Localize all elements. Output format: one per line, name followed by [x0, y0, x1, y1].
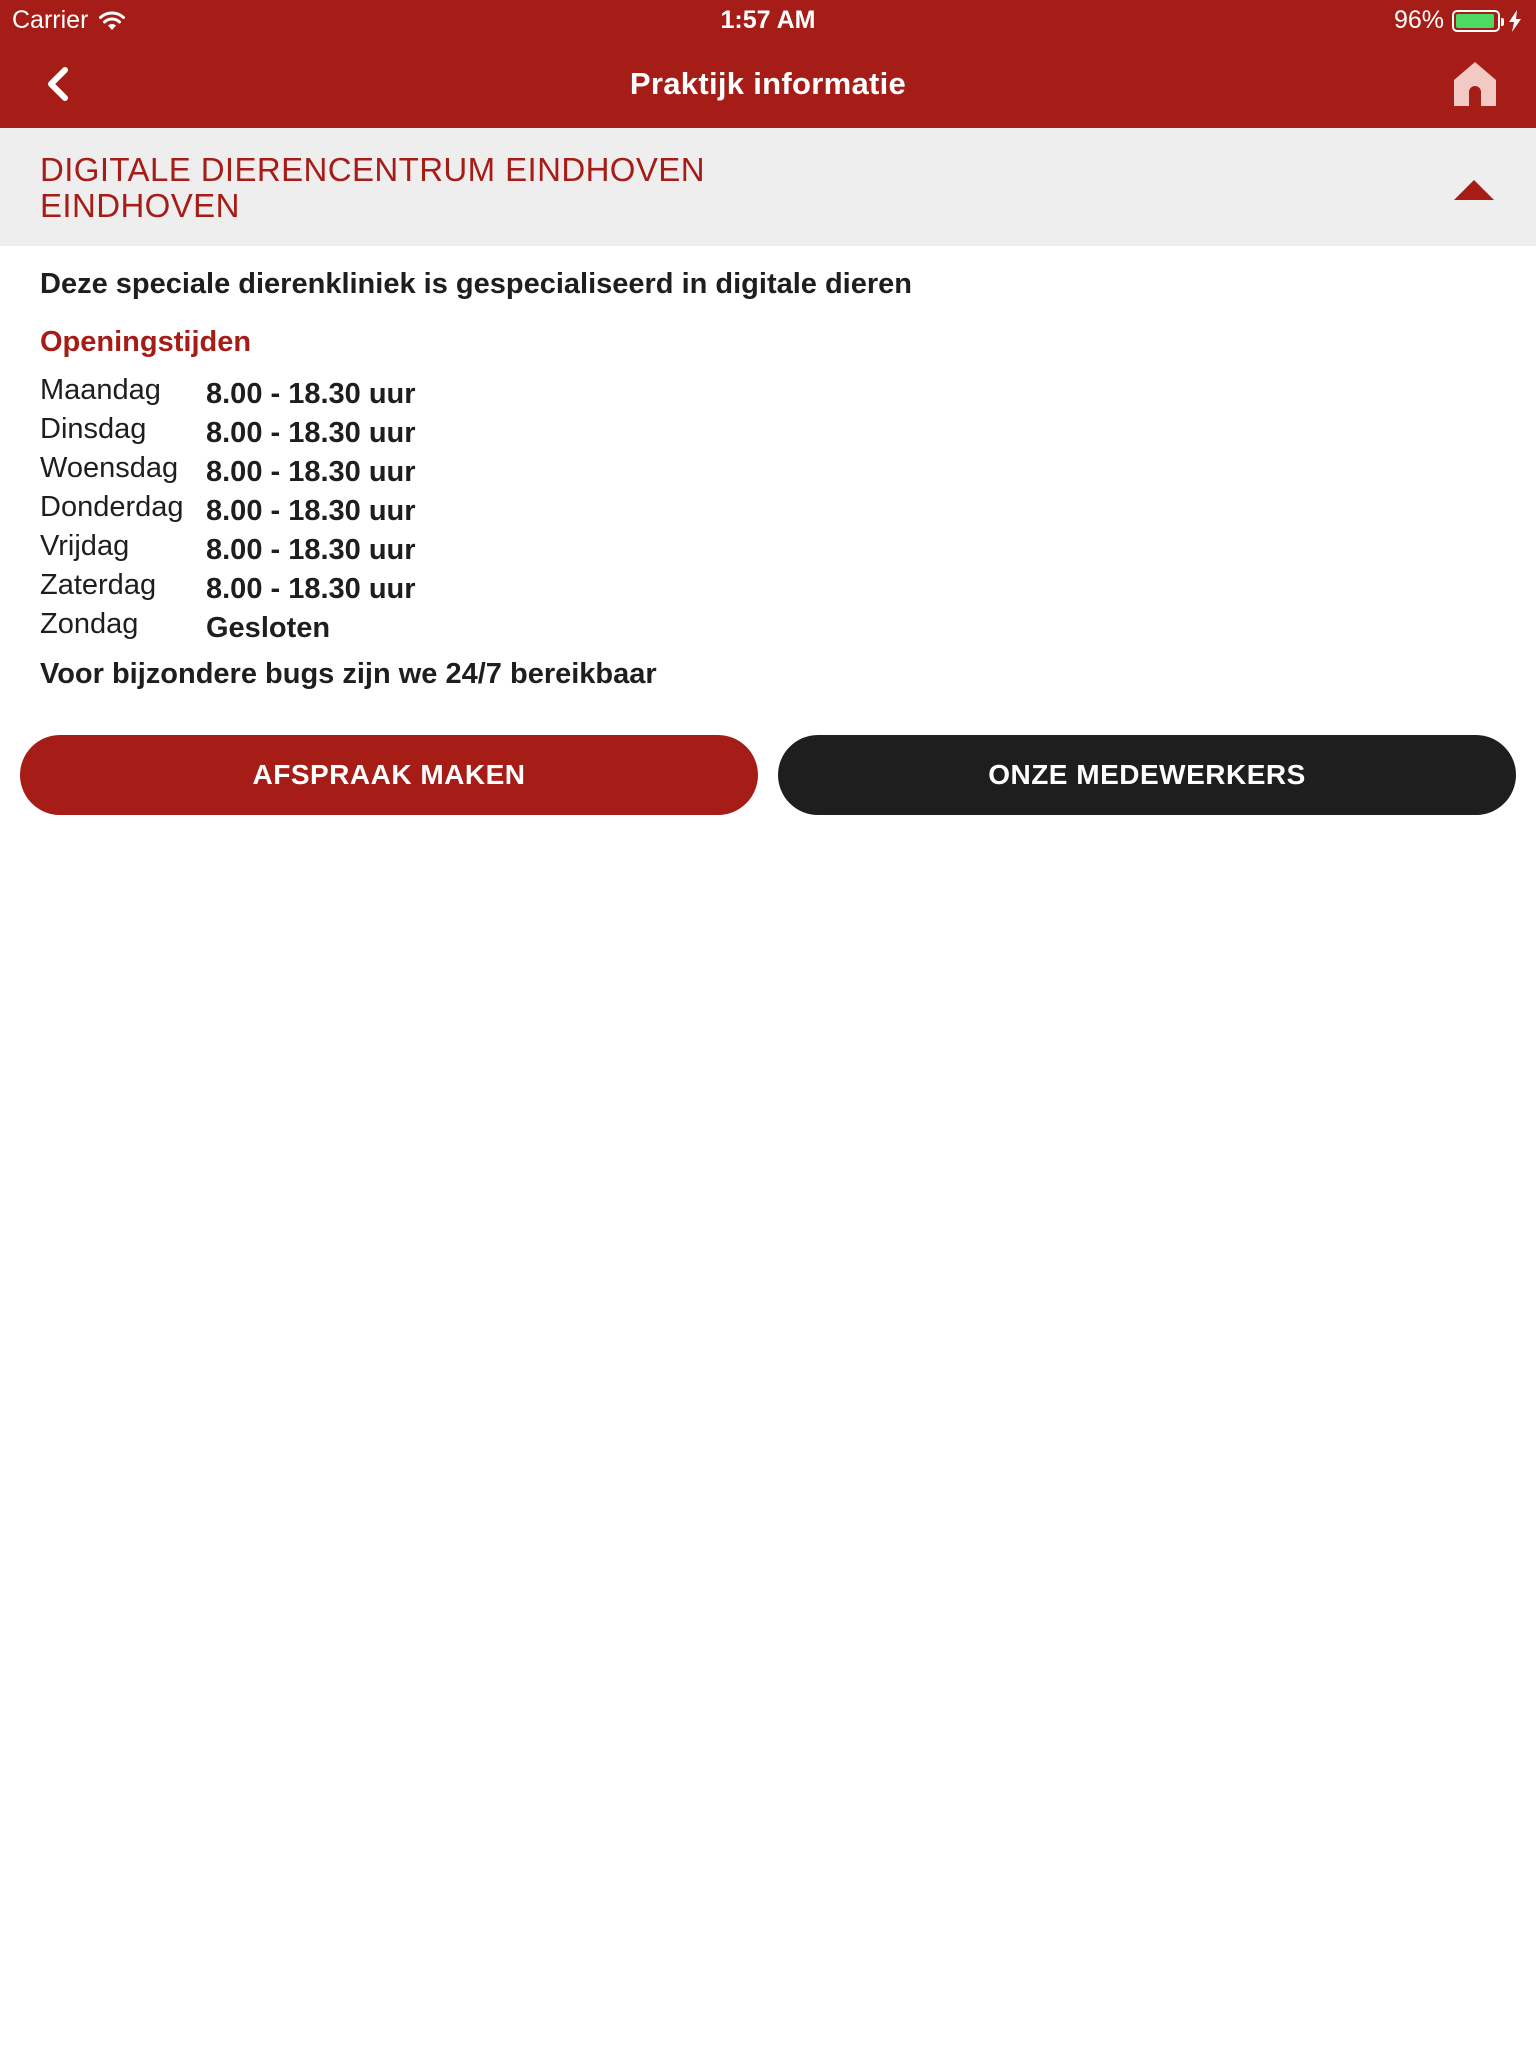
- hours-time: 8.00 - 18.30 uur: [206, 573, 416, 605]
- hours-day: Zaterdag: [40, 569, 157, 601]
- hours-time: 8.00 - 18.30 uur: [206, 456, 416, 488]
- hours-day: Woensdag: [40, 452, 179, 484]
- hours-day: Donderdag: [40, 491, 184, 523]
- home-icon: [1450, 60, 1500, 108]
- hours-row: [40, 608, 640, 647]
- hours-row: [40, 452, 640, 491]
- battery-icon: [1452, 10, 1500, 32]
- hours-day: Vrijdag: [40, 530, 130, 562]
- our-staff-button[interactable]: ONZE MEDEWERKERS: [778, 735, 1516, 815]
- status-time: 1:57 AM: [720, 6, 816, 34]
- clinic-name-line1: DIGITALE DIERENCENTRUM EINDHOVEN: [40, 151, 705, 188]
- hours-day: Maandag: [40, 374, 161, 406]
- make-appointment-button[interactable]: AFSPRAAK MAKEN: [20, 735, 758, 815]
- hours-time: 8.00 - 18.30 uur: [206, 378, 416, 410]
- status-right: [1394, 6, 1522, 35]
- top-bar: [0, 0, 1536, 128]
- charging-bolt-icon: [1508, 10, 1522, 32]
- hours-time: Gesloten: [206, 612, 331, 644]
- home-button[interactable]: [1450, 60, 1500, 108]
- hours-row: [40, 413, 640, 452]
- hours-row: [40, 569, 640, 608]
- clinic-description: Deze speciale dierenkliniek is gespecialiseerd in digitale dieren: [40, 268, 912, 300]
- hours-day: Zondag: [40, 608, 139, 640]
- hours-row: [40, 491, 640, 530]
- emergency-note: Voor bijzondere bugs zijn we 24/7 bereikbaar: [40, 658, 657, 690]
- hours-time: 8.00 - 18.30 uur: [206, 534, 416, 566]
- hours-day: Dinsdag: [40, 413, 147, 445]
- nav-bar: [0, 40, 1536, 128]
- page-title: Praktijk informatie: [629, 66, 907, 101]
- clinic-name-line2: EINDHOVEN: [40, 187, 240, 224]
- clinic-name: [40, 152, 705, 224]
- carrier-label: Carrier: [12, 6, 89, 34]
- battery-percent: 96%: [1393, 6, 1444, 34]
- hours-time: 8.00 - 18.30 uur: [206, 417, 416, 449]
- hours-row: [40, 530, 640, 569]
- opening-hours-table: [40, 374, 640, 647]
- clinic-accordion-header[interactable]: [0, 128, 1536, 246]
- triangle-up-icon[interactable]: [1452, 178, 1496, 202]
- status-bar: [0, 0, 1536, 40]
- opening-hours-heading: Openingstijden: [40, 326, 252, 358]
- hours-row: [40, 374, 640, 413]
- battery-level: [1456, 14, 1494, 28]
- hours-time: 8.00 - 18.30 uur: [206, 495, 416, 527]
